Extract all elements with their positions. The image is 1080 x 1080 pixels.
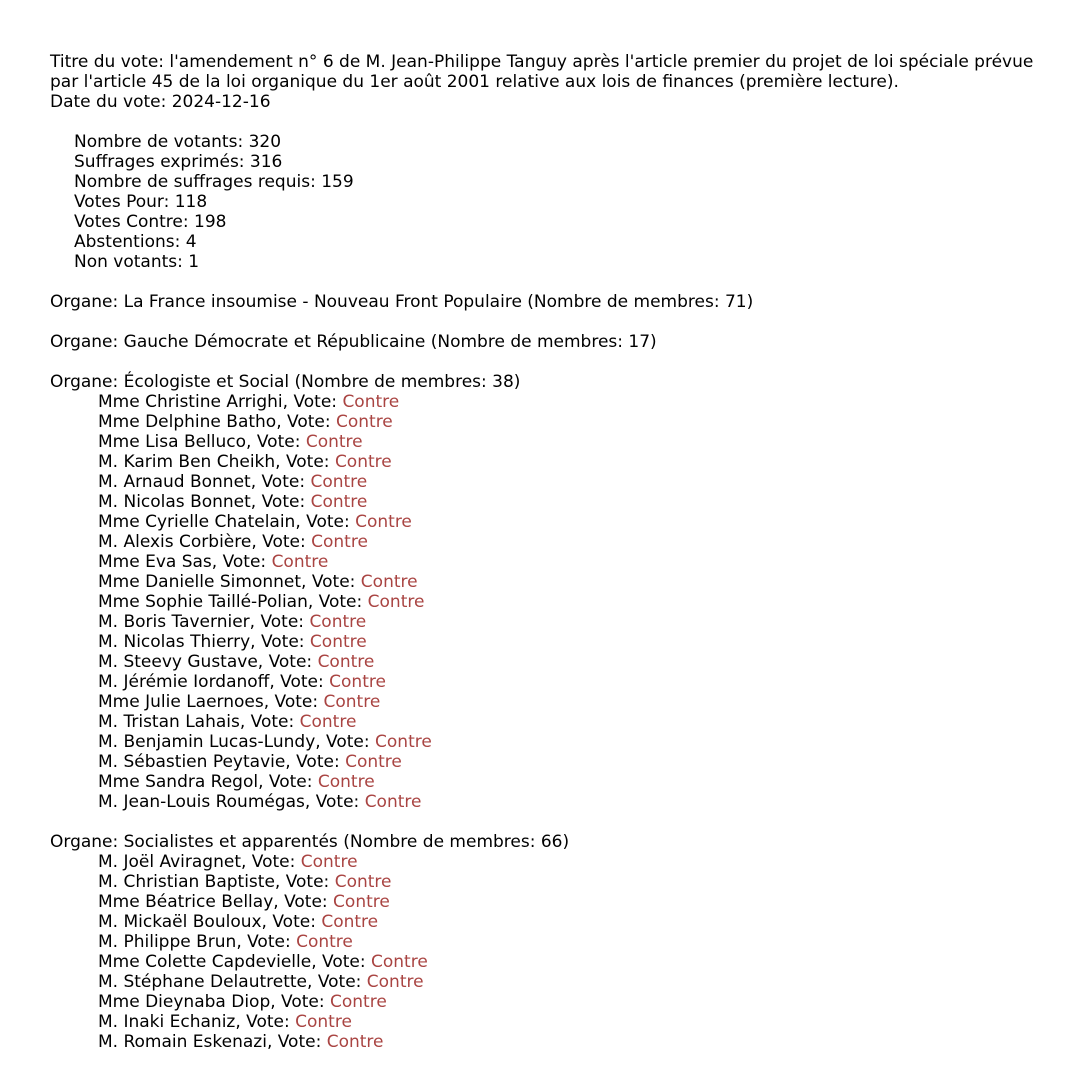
member-name: M. Jérémie Iordanoff, Vote: xyxy=(98,672,330,692)
member-vote-row xyxy=(50,892,1080,912)
vote-value: Contre xyxy=(360,572,418,592)
member-vote-row xyxy=(50,1032,1080,1052)
vote-value: Contre xyxy=(329,672,386,692)
vote-value: Contre xyxy=(310,492,368,512)
member-vote-row xyxy=(50,772,1080,792)
vote-value: Contre xyxy=(334,872,392,892)
vote-title-line-1: Titre du vote: l'amendement n° 6 de M. Jean-Philippe Tanguy après l'article premier du projet de loi spéciale prévue xyxy=(50,52,1034,72)
vote-value: Contre xyxy=(323,692,381,712)
stat-non-votants: Non votants: 1 xyxy=(74,252,200,272)
member-name: Mme Dieynaba Diop, Vote: xyxy=(98,992,331,1012)
vote-value: Contre xyxy=(317,652,375,672)
member-vote-row xyxy=(50,452,1080,472)
organe-section xyxy=(50,372,1080,832)
vote-value: Contre xyxy=(311,532,368,552)
vote-value: Contre xyxy=(330,992,387,1012)
member-name: M. Tristan Lahais, Vote: xyxy=(98,712,300,732)
stat-votes-pour: Votes Pour: 118 xyxy=(74,192,208,212)
spacer xyxy=(50,112,1080,132)
spacer xyxy=(50,352,1080,372)
member-vote-row xyxy=(50,512,1080,532)
member-vote-row xyxy=(50,952,1080,972)
organe-section xyxy=(50,832,1080,1052)
vote-value: Contre xyxy=(271,552,329,572)
vote-value: Contre xyxy=(299,712,357,732)
vote-value: Contre xyxy=(335,412,393,432)
organe-header: Organe: La France insoumise - Nouveau Front Populaire (Nombre de membres: 71) xyxy=(50,292,754,312)
vote-title-line-2: par l'article 45 de la loi organique du 1er août 2001 relative aux lois de finances (première lecture). xyxy=(50,72,899,92)
member-vote-row xyxy=(50,552,1080,572)
member-vote-row xyxy=(50,472,1080,492)
member-name: M. Christian Baptiste, Vote: xyxy=(98,872,335,892)
member-name: M. Nicolas Bonnet, Vote: xyxy=(98,492,311,512)
stat-votes-contre: Votes Contre: 198 xyxy=(74,212,227,232)
member-vote-row xyxy=(50,412,1080,432)
member-vote-row xyxy=(50,732,1080,752)
vote-value: Contre xyxy=(295,1012,352,1032)
vote-statistics xyxy=(50,132,1080,272)
member-vote-row xyxy=(50,932,1080,952)
member-vote-row xyxy=(50,692,1080,712)
member-name: M. Arnaud Bonnet, Vote: xyxy=(98,472,311,492)
member-name: M. Stéphane Delautrette, Vote: xyxy=(98,972,367,992)
member-vote-row xyxy=(50,492,1080,512)
vote-value: Contre xyxy=(296,932,353,952)
member-vote-row xyxy=(50,572,1080,592)
member-vote-row xyxy=(50,712,1080,732)
vote-value: Contre xyxy=(317,772,375,792)
member-name: M. Alexis Corbière, Vote: xyxy=(98,532,312,552)
vote-value: Contre xyxy=(334,452,392,472)
member-vote-row xyxy=(50,972,1080,992)
organe-section xyxy=(50,292,1080,332)
vote-value: Contre xyxy=(355,512,412,532)
vote-value: Contre xyxy=(300,852,358,872)
vote-date: Date du vote: 2024-12-16 xyxy=(50,92,271,112)
vote-value: Contre xyxy=(367,592,425,612)
vote-value: Contre xyxy=(305,432,363,452)
vote-value: Contre xyxy=(371,952,428,972)
member-vote-row xyxy=(50,612,1080,632)
member-name: Mme Julie Laernoes, Vote: xyxy=(98,692,324,712)
spacer xyxy=(50,312,1080,332)
organe-list xyxy=(50,292,1080,1052)
vote-value: Contre xyxy=(333,892,390,912)
member-vote-row xyxy=(50,672,1080,692)
vote-value: Contre xyxy=(326,1032,384,1052)
member-name: Mme Béatrice Bellay, Vote: xyxy=(98,892,334,912)
vote-document xyxy=(50,52,1080,1052)
vote-value: Contre xyxy=(321,912,379,932)
member-name: M. Inaki Echaniz, Vote: xyxy=(98,1012,296,1032)
vote-value: Contre xyxy=(342,392,400,412)
member-vote-row xyxy=(50,632,1080,652)
member-vote-row xyxy=(50,752,1080,772)
member-name: Mme Cyrielle Chatelain, Vote: xyxy=(98,512,356,532)
vote-value: Contre xyxy=(366,972,424,992)
stat-suffrages-requis: Nombre de suffrages requis: 159 xyxy=(74,172,354,192)
member-vote-row xyxy=(50,392,1080,412)
member-name: M. Jean-Louis Roumégas, Vote: xyxy=(98,792,365,812)
member-vote-row xyxy=(50,652,1080,672)
member-name: M. Romain Eskenazi, Vote: xyxy=(98,1032,327,1052)
vote-value: Contre xyxy=(309,612,367,632)
vote-value: Contre xyxy=(364,792,422,812)
member-name: M. Steevy Gustave, Vote: xyxy=(98,652,318,672)
member-name: Mme Sophie Taillé-Polian, Vote: xyxy=(98,592,368,612)
member-name: Mme Danielle Simonnet, Vote: xyxy=(98,572,361,592)
stat-suffrages-exprimes: Suffrages exprimés: 316 xyxy=(74,152,283,172)
member-vote-row xyxy=(50,872,1080,892)
member-name: M. Nicolas Thierry, Vote: xyxy=(98,632,310,652)
member-name: Mme Delphine Batho, Vote: xyxy=(98,412,336,432)
member-name: Mme Lisa Belluco, Vote: xyxy=(98,432,306,452)
member-name: M. Karim Ben Cheikh, Vote: xyxy=(98,452,335,472)
organe-header: Organe: Écologiste et Social (Nombre de membres: 38) xyxy=(50,372,521,392)
member-vote-row xyxy=(50,912,1080,932)
member-name: M. Benjamin Lucas-Lundy, Vote: xyxy=(98,732,376,752)
vote-value: Contre xyxy=(375,732,432,752)
member-vote-row xyxy=(50,992,1080,1012)
member-vote-row xyxy=(50,432,1080,452)
organe-header: Organe: Socialistes et apparentés (Nombre de membres: 66) xyxy=(50,832,570,852)
member-name: M. Boris Tavernier, Vote: xyxy=(98,612,310,632)
member-name: M. Mickaël Bouloux, Vote: xyxy=(98,912,322,932)
member-name: Mme Colette Capdevielle, Vote: xyxy=(98,952,371,972)
member-name: M. Joël Aviragnet, Vote: xyxy=(98,852,301,872)
vote-value: Contre xyxy=(310,472,368,492)
member-vote-row xyxy=(50,852,1080,872)
stat-abstentions: Abstentions: 4 xyxy=(74,232,197,252)
vote-value: Contre xyxy=(309,632,367,652)
member-name: Mme Sandra Regol, Vote: xyxy=(98,772,318,792)
stat-votants: Nombre de votants: 320 xyxy=(74,132,282,152)
member-name: Mme Eva Sas, Vote: xyxy=(98,552,272,572)
member-vote-row xyxy=(50,532,1080,552)
member-name: Mme Christine Arrighi, Vote: xyxy=(98,392,343,412)
member-name: M. Philippe Brun, Vote: xyxy=(98,932,297,952)
spacer xyxy=(50,272,1080,292)
member-vote-row xyxy=(50,1012,1080,1032)
member-vote-row xyxy=(50,792,1080,812)
organe-section xyxy=(50,332,1080,372)
vote-value: Contre xyxy=(345,752,402,772)
spacer xyxy=(50,812,1080,832)
member-vote-row xyxy=(50,592,1080,612)
organe-header: Organe: Gauche Démocrate et Républicaine (Nombre de membres: 17) xyxy=(50,332,657,352)
member-name: M. Sébastien Peytavie, Vote: xyxy=(98,752,346,772)
